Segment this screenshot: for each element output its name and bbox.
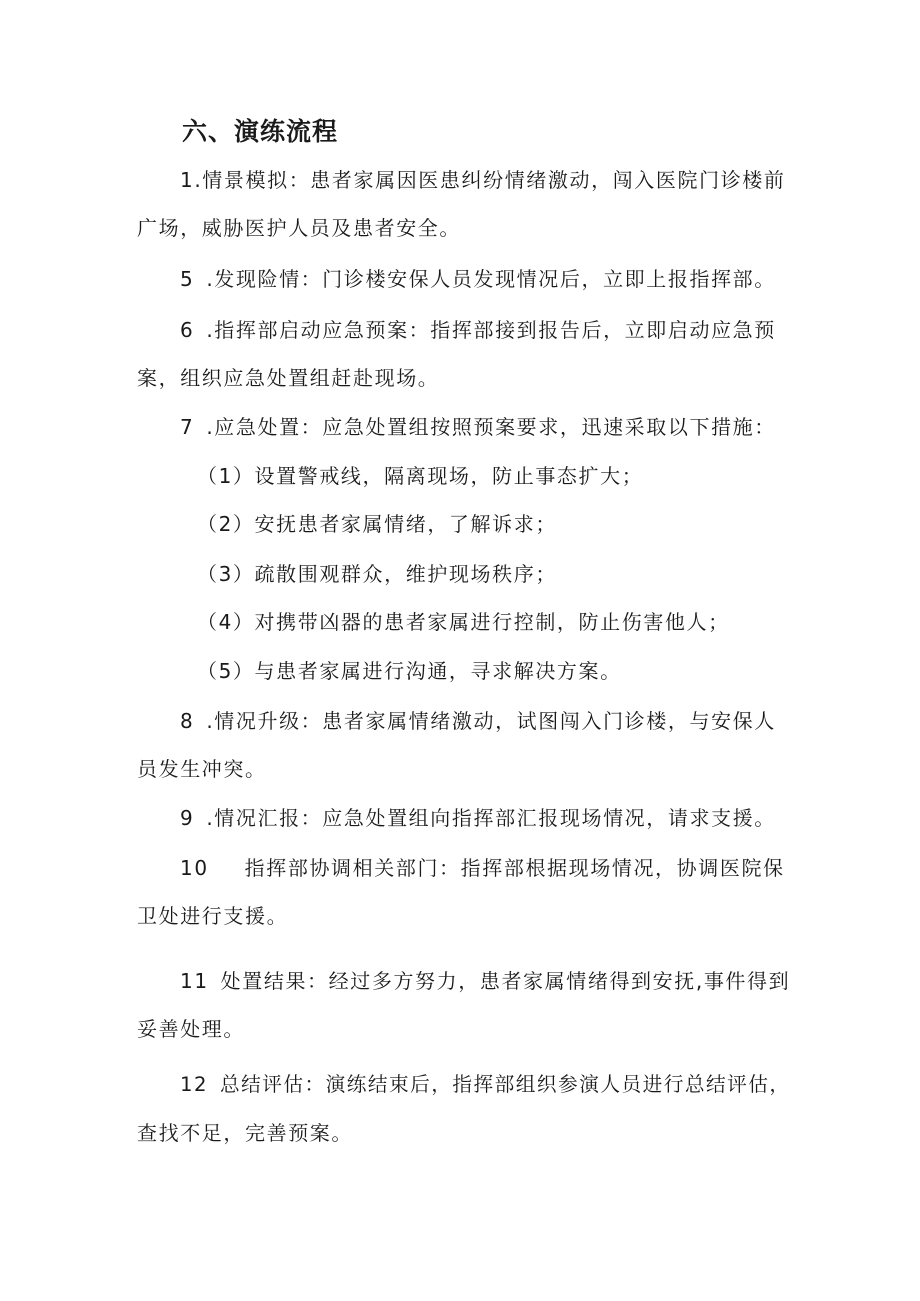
step-12-text-1: 总结评估：演练结束后，指挥部组织参演人员进行总结评估， [219,1073,791,1096]
step-7-text-1: .应急处置：应急处置组按照预案要求，迅速采取以下措施： [206,415,776,439]
step-1-number: 1. [180,168,203,192]
step-7-sub-3 [197,559,557,589]
sub-item-4: （4）对携带凶器的患者家属进行控制，防止伤害他人； [197,610,730,634]
step-1-line-2 [137,213,461,243]
step-12-line-2 [137,1118,353,1148]
step-6-text-1: .指挥部启动应急预案：指挥部接到报告后，立即启动应急预 [206,318,776,342]
step-9-text-1: .情况汇报：应急处置组向指挥部汇报现场情况，请求支援。 [206,806,776,830]
step-1-text-1: 情景模拟：患者家属因医患纠纷情绪激动，闯入医院门诊楼前 [202,168,786,192]
step-10-line-2 [137,901,288,931]
step-11-number: 11 [180,969,209,993]
step-5-number: 5 [180,267,195,291]
sub-item-1: （1）设置警戒线，隔离现场，防止事态扩大； [197,464,644,488]
step-6-line-2 [137,363,439,393]
step-7-number: 7 [180,415,195,439]
step-8-line-2 [137,754,267,784]
step-7-sub-2 [197,509,557,539]
step-7-sub-1 [197,461,643,491]
step-12-number: 12 [180,1073,208,1096]
step-6-number: 6 [180,318,195,342]
step-8-text-2: 员发生冲突。 [137,757,267,781]
sub-item-3: （3）疏散围观群众，维护现场秩序； [197,562,557,586]
step-8-line-1 [180,706,776,736]
step-8-text-1: .情况升级：患者家属情绪激动，试图闯入门诊楼，与安保人 [206,709,776,733]
step-12-text-2: 查找不足，完善预案。 [137,1121,353,1145]
step-10-text-1: 指挥部协调相关部门：指挥部根据现场情况，协调医院保 [244,856,785,880]
step-11-line-2 [137,1014,245,1044]
step-1-text-2: 广场，威胁医护人员及患者安全。 [137,216,461,240]
step-11-line-1 [180,966,790,996]
sub-item-5: （5）与患者家属进行沟通，寻求解决方案。 [197,659,622,683]
step-8-number: 8 [180,709,195,733]
step-6-text-2: 案，组织应急处置组赶赴现场。 [137,366,440,390]
step-5-line-1 [180,264,776,294]
step-7-line-1 [180,412,776,442]
section-title: 六、演练流程 [182,117,339,146]
step-9-line-1 [180,803,776,833]
step-5-text-1: .发现险情：门诊楼安保人员发现情况后，立即上报指挥部。 [206,267,776,291]
step-7-sub-4 [197,607,730,637]
step-12-line-1 [180,1070,791,1100]
step-10-line-1 [180,853,785,883]
step-9-number: 9 [180,806,195,830]
sub-item-2: （2）安抚患者家属情绪，了解诉求； [197,512,557,536]
step-7-sub-5 [197,656,622,686]
step-11-text-2: 妥善处理。 [137,1017,245,1041]
step-10-text-2: 卫处进行支援。 [137,904,289,928]
step-1-line-1 [180,165,786,195]
step-11-text-1: 处置结果：经过多方努力，患者家属情绪得到安抚,事件得到 [220,969,791,993]
step-6-line-1 [180,315,776,345]
step-10-number: 10 [180,856,209,880]
